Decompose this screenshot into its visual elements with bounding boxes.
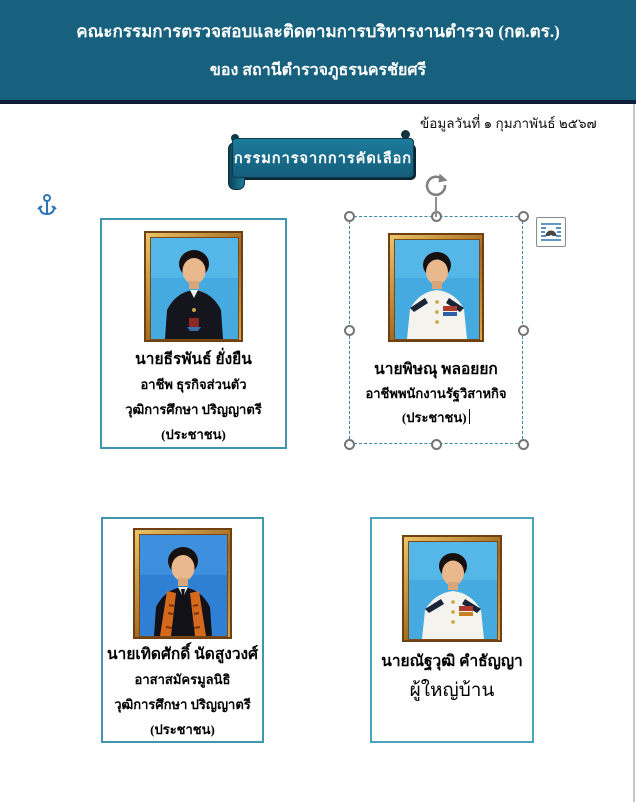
rotate-handle-icon[interactable] (423, 172, 449, 198)
selection-banner[interactable] (232, 138, 414, 178)
member-card-3[interactable] (101, 517, 264, 743)
member-category[interactable]: (ประชาชน) (150, 722, 215, 737)
rotate-handle-stem (435, 197, 437, 217)
member-education[interactable]: วุฒิการศึกษา ปริญญาตรี (114, 697, 251, 712)
selection-handle-mid-right[interactable] (518, 325, 529, 336)
text-wrap-icon (539, 220, 563, 244)
member-name[interactable]: นายเทิดศักดิ์ นัดสูงวงศ์ (107, 646, 258, 663)
member-photo-1[interactable] (144, 231, 243, 342)
selection-handle-bottom-center[interactable] (431, 439, 442, 450)
header-title-line2[interactable]: ของ สถานีตำรวจภูธรนครชัยศรี (209, 62, 427, 79)
member-occupation[interactable]: อาชีพ ธุรกิจส่วนตัว (140, 377, 247, 392)
layout-options-button[interactable] (536, 217, 566, 247)
member-name[interactable]: นายณัฐวุฒิ คำธัญญา (381, 653, 523, 670)
banner-label: กรรมการจากการคัดเลือก (233, 150, 413, 167)
member-card-4[interactable] (370, 517, 534, 743)
selection-border[interactable] (349, 216, 523, 444)
member-name[interactable]: นายพิษณุ พลอยยก (374, 361, 498, 378)
member-category[interactable]: (ประชาชน) (349, 406, 523, 430)
selection-handle-top-right[interactable] (518, 211, 529, 222)
selection-handle-top-left[interactable] (344, 211, 355, 222)
member-photo-3[interactable] (133, 528, 232, 639)
page-edge-divider (633, 104, 635, 802)
anchor-icon[interactable] (37, 193, 57, 219)
member-name[interactable]: นายธีรพันธ์ ยั่งยืน (135, 351, 252, 368)
member-occupation[interactable]: ผู้ใหญ่บ้าน (409, 680, 495, 701)
member-occupation[interactable]: อาชีพพนักงานรัฐวิสาหกิจ (365, 386, 507, 401)
member-occupation[interactable]: อาสาสมัครมูลนิธิ (134, 672, 231, 687)
selection-handle-mid-left[interactable] (344, 325, 355, 336)
header-title-line1[interactable]: คณะกรรมการตรวจสอบและติดตามการบริหารงานตำรวจ (กต.ตร.) (76, 22, 560, 41)
header-band (0, 0, 636, 104)
selection-handle-bottom-left[interactable] (344, 439, 355, 450)
date-note[interactable]: ข้อมูลวันที่ ๑ กุมภาพันธ์ ๒๕๖๗ (420, 116, 597, 131)
member-photo-4[interactable] (402, 535, 502, 642)
selection-handle-bottom-right[interactable] (518, 439, 529, 450)
member-category[interactable]: (ประชาชน) (161, 427, 226, 442)
member-card-1[interactable] (100, 218, 287, 449)
member-education[interactable]: วุฒิการศึกษา ปริญญาตรี (125, 402, 262, 417)
